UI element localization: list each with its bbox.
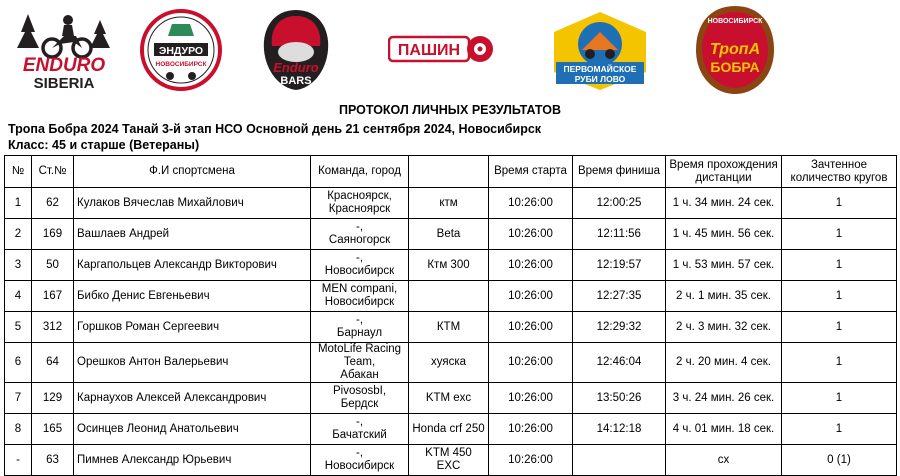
cell-bike: Honda crf 250 <box>409 414 489 445</box>
cell-time: 2 ч. 20 мин. 4 сек. <box>666 343 782 383</box>
enduro-siberia-logo <box>10 6 118 94</box>
cell-bike: KTM 450 EXC <box>409 445 489 476</box>
table-row <box>5 445 897 476</box>
cell-pos: 5 <box>5 312 32 343</box>
team-name: PivososbI, <box>332 385 387 397</box>
cell-pos: - <box>5 445 32 476</box>
class-label: Класс: 45 и старше (Ветераны) <box>8 138 200 152</box>
sponsor-logos <box>0 0 900 100</box>
cell-finish: 12:00:25 <box>573 188 666 219</box>
cell-time: сх <box>666 445 782 476</box>
enduro-nsk-line2: НОВОСИБИРСК <box>155 61 207 68</box>
cell-pos: 3 <box>5 250 32 281</box>
cell-bib: 62 <box>32 188 74 219</box>
cell-laps: 1 <box>782 383 897 414</box>
cell-pos: 7 <box>5 383 32 414</box>
enduro-bars-logo <box>258 6 334 94</box>
cell-pos: 2 <box>5 219 32 250</box>
cell-time: 3 ч. 24 мин. 26 сек. <box>666 383 782 414</box>
cell-time: 1 ч. 34 мин. 24 сек. <box>666 188 782 219</box>
cell-name: Пимнев Александр Юрьевич <box>74 445 311 476</box>
cell-laps: 1 <box>782 281 897 312</box>
cell-team <box>311 250 409 281</box>
cell-pos: 4 <box>5 281 32 312</box>
cell-start: 10:26:00 <box>489 343 573 383</box>
cell-time: 2 ч. 3 мин. 32 сек. <box>666 312 782 343</box>
enduro-siberia-line2: SIBERIA <box>33 75 95 92</box>
cell-laps: 1 <box>782 414 897 445</box>
tropa-bobra-line2: БОБРА <box>710 59 760 75</box>
event-subtitle: Тропа Бобра 2024 Танай 3-й этап НСО Основной день 21 сентября 2024, Новосибирск <box>8 122 542 136</box>
cell-bike: КТМ <box>409 312 489 343</box>
cell-pos: 6 <box>5 343 32 383</box>
cell-pos: 1 <box>5 188 32 219</box>
team-city: Новосибирск <box>324 265 395 277</box>
cell-team <box>311 312 409 343</box>
cell-bib: 63 <box>32 445 74 476</box>
team-name: -, <box>355 416 364 428</box>
table-header-row <box>5 156 897 188</box>
protocol-title: ПРОТОКОЛ ЛИЧНЫХ РЕЗУЛЬТАТОВ <box>339 103 561 117</box>
table-row <box>5 250 897 281</box>
cell-bike <box>409 281 489 312</box>
cell-name: Вашлаев Андрей <box>74 219 311 250</box>
team-city: Барнаул <box>336 327 383 339</box>
col-header-name: Ф.И спортсмена <box>74 156 311 188</box>
cell-start: 10:26:00 <box>489 219 573 250</box>
cell-start: 10:26:00 <box>489 445 573 476</box>
table-row <box>5 281 897 312</box>
enduro-nsk-line1: ЭНДУРО <box>158 45 204 57</box>
enduro-novosibirsk-logo <box>140 8 222 92</box>
cell-bib: 165 <box>32 414 74 445</box>
pashin-logo <box>388 34 496 64</box>
enduro-bars-line2: BARS <box>280 75 312 87</box>
col-header-bib: Ст.№ <box>32 156 74 188</box>
cell-time: 1 ч. 53 мин. 57 сек. <box>666 250 782 281</box>
cell-finish: 12:11:56 <box>573 219 666 250</box>
table-row <box>5 188 897 219</box>
cell-time: 2 ч. 1 мин. 35 сек. <box>666 281 782 312</box>
cell-bike: Beta <box>409 219 489 250</box>
cell-finish: 12:46:04 <box>573 343 666 383</box>
cell-start: 10:26:00 <box>489 188 573 219</box>
team-name: MotoLife Racing Team, <box>317 343 402 368</box>
cell-team <box>311 383 409 414</box>
team-name: MEN compani, <box>321 283 398 295</box>
cell-team <box>311 445 409 476</box>
tropa-bobra-logo <box>694 4 776 96</box>
cell-laps: 1 <box>782 343 897 383</box>
cell-bib: 312 <box>32 312 74 343</box>
cell-finish: 12:19:57 <box>573 250 666 281</box>
table-row <box>5 312 897 343</box>
cell-bike: Ктм 300 <box>409 250 489 281</box>
cell-start: 10:26:00 <box>489 383 573 414</box>
team-name: -, <box>355 314 364 326</box>
cell-laps: 1 <box>782 250 897 281</box>
team-city: Красноярск <box>328 203 391 215</box>
tropa-bobra-top: НОВОСИБИРСК <box>707 18 763 25</box>
cell-bike: ктм <box>409 188 489 219</box>
cell-start: 10:26:00 <box>489 281 573 312</box>
team-city: Абакан <box>340 369 379 381</box>
cell-time: 4 ч. 01 мин. 18 сек. <box>666 414 782 445</box>
col-header-time: Время прохождения дистанции <box>666 156 782 188</box>
cell-bib: 169 <box>32 219 74 250</box>
cell-team <box>311 219 409 250</box>
col-header-bike <box>409 156 489 188</box>
col-header-pos: № <box>5 156 32 188</box>
cell-name: Орешков Антон Валерьевич <box>74 343 311 383</box>
table-row <box>5 383 897 414</box>
cell-finish: 14:12:18 <box>573 414 666 445</box>
pervomayskoe-line1: ПЕРВОМАЙСКОЕ <box>563 64 637 74</box>
cell-bike: хуяска <box>409 343 489 383</box>
cell-bib: 64 <box>32 343 74 383</box>
col-header-finish: Время финиша <box>573 156 666 188</box>
table-row <box>5 414 897 445</box>
cell-finish: 13:50:26 <box>573 383 666 414</box>
tropa-bobra-line1: ТропА <box>709 41 761 58</box>
pervomayskoe-line2: РУБИ ЛОВО <box>574 74 626 84</box>
pervomayskoe-logo <box>552 10 648 92</box>
pashin-text: ПАШИН <box>397 42 461 59</box>
team-city: Новосибирск <box>324 460 395 472</box>
cell-name: Бибко Денис Евгеньевич <box>74 281 311 312</box>
col-header-laps: Зачтенное количество кругов <box>782 156 897 188</box>
cell-laps: 0 (1) <box>782 445 897 476</box>
table-row <box>5 343 897 383</box>
cell-laps: 1 <box>782 188 897 219</box>
team-city: Бачатский <box>332 429 387 441</box>
enduro-bars-line1: Enduro <box>273 60 319 75</box>
cell-name: Осинцев Леонид Анатольевич <box>74 414 311 445</box>
cell-start: 10:26:00 <box>489 414 573 445</box>
results-table <box>4 155 897 476</box>
cell-start: 10:26:00 <box>489 312 573 343</box>
cell-finish: 12:29:32 <box>573 312 666 343</box>
cell-bib: 167 <box>32 281 74 312</box>
team-name: Красноярск, <box>327 190 392 202</box>
cell-name: Кулаков Вячеслав Михайлович <box>74 188 311 219</box>
cell-team <box>311 343 409 383</box>
cell-bib: 50 <box>32 250 74 281</box>
enduro-siberia-line1: ENDURO <box>22 55 106 76</box>
cell-finish <box>573 445 666 476</box>
cell-name: Карнаухов Алексей Александрович <box>74 383 311 414</box>
cell-team <box>311 188 409 219</box>
team-name: -, <box>355 252 364 264</box>
team-name: -, <box>355 221 364 233</box>
results-body <box>5 188 897 476</box>
cell-laps: 1 <box>782 219 897 250</box>
team-city: Новосибирск <box>324 296 395 308</box>
cell-start: 10:26:00 <box>489 250 573 281</box>
cell-team <box>311 281 409 312</box>
cell-team <box>311 414 409 445</box>
col-header-team: Команда, город <box>311 156 409 188</box>
team-city: Бердск <box>340 398 379 410</box>
team-city: Саяногорск <box>328 234 391 246</box>
cell-finish: 12:27:35 <box>573 281 666 312</box>
team-name: -, <box>355 447 364 459</box>
cell-bike: KTM exc <box>409 383 489 414</box>
cell-bib: 129 <box>32 383 74 414</box>
table-row <box>5 219 897 250</box>
cell-time: 1 ч. 45 мин. 56 сек. <box>666 219 782 250</box>
cell-laps: 1 <box>782 312 897 343</box>
col-header-start: Время старта <box>489 156 573 188</box>
cell-name: Горшков Роман Сергеевич <box>74 312 311 343</box>
cell-name: Каргапольцев Александр Викторович <box>74 250 311 281</box>
cell-pos: 8 <box>5 414 32 445</box>
